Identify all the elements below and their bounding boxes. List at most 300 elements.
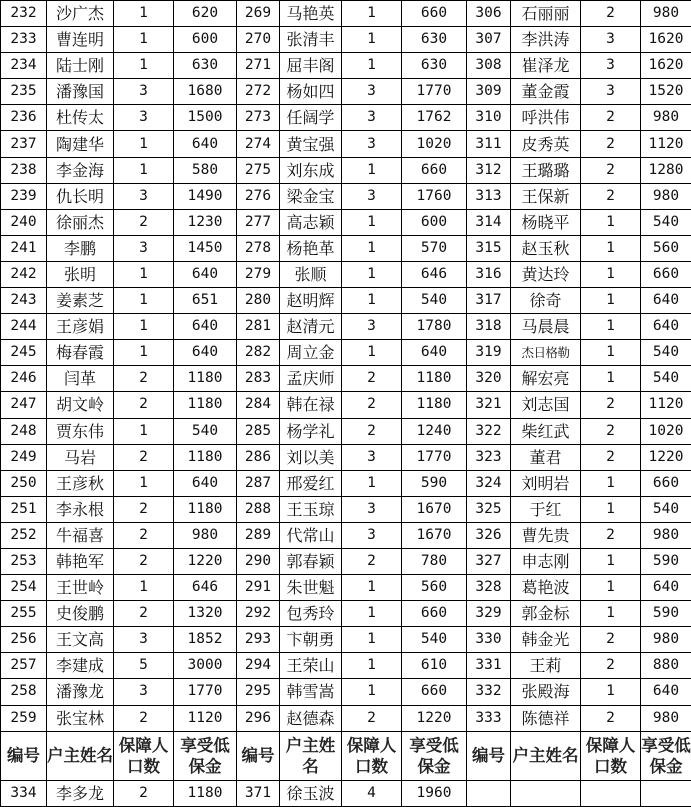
allowance-amount: 660	[402, 157, 467, 183]
record-id: 290	[237, 548, 280, 574]
record-id: 241	[1, 235, 47, 261]
people-count: 2	[114, 548, 174, 574]
allowance-amount: 1320	[174, 601, 237, 627]
table-row	[1, 366, 691, 392]
allowance-amount: 1180	[174, 392, 237, 418]
allowance-amount: 1670	[402, 522, 467, 548]
header-id: 编号	[237, 731, 280, 780]
householder-name: 代常山	[280, 522, 342, 548]
allowance-amount: 640	[641, 314, 691, 340]
householder-name: 刘以美	[280, 444, 342, 470]
people-count: 1	[581, 288, 641, 314]
householder-name: 曹先贵	[511, 522, 581, 548]
table-row	[1, 548, 691, 574]
table-row	[1, 105, 691, 131]
householder-name: 王世岭	[47, 575, 114, 601]
table-row	[1, 209, 691, 235]
people-count: 2	[581, 418, 641, 444]
householder-name: 梁金宝	[280, 183, 342, 209]
allowance-amount: 540	[174, 418, 237, 444]
header-people: 保障人口数	[342, 731, 402, 780]
allowance-amount: 1180	[402, 392, 467, 418]
record-id: 272	[237, 79, 280, 105]
allowance-amount: 540	[402, 288, 467, 314]
householder-name: 杨如四	[280, 79, 342, 105]
householder-name: 黄达玲	[511, 261, 581, 287]
record-id: 311	[467, 131, 511, 157]
allowance-amount: 980	[641, 1, 691, 27]
householder-name: 潘豫国	[47, 79, 114, 105]
people-count: 1	[114, 131, 174, 157]
people-count: 1	[114, 575, 174, 601]
people-count: 2	[581, 183, 641, 209]
householder-name: 邢爱红	[280, 470, 342, 496]
table-row	[1, 1, 691, 27]
table-row	[1, 496, 691, 522]
people-count: 3	[114, 679, 174, 705]
allowance-amount: 560	[641, 235, 691, 261]
householder-name: 董金霞	[511, 79, 581, 105]
people-count: 3	[342, 314, 402, 340]
allowance-amount: 1020	[641, 418, 691, 444]
record-id: 312	[467, 157, 511, 183]
record-id: 232	[1, 1, 47, 27]
record-id: 242	[1, 261, 47, 287]
people-count: 1	[114, 314, 174, 340]
allowance-amount: 590	[402, 470, 467, 496]
table-row	[1, 627, 691, 653]
table-row	[1, 314, 691, 340]
people-count: 1	[581, 496, 641, 522]
householder-name: 张明	[47, 261, 114, 287]
record-id: 257	[1, 653, 47, 679]
householder-name: 陈德祥	[511, 705, 581, 731]
householder-name: 徐玉波	[280, 780, 342, 806]
people-count: 1	[581, 261, 641, 287]
people-count: 3	[342, 105, 402, 131]
people-count: 2	[581, 392, 641, 418]
record-id: 287	[237, 470, 280, 496]
allowance-amount: 1020	[402, 131, 467, 157]
allowance-amount: 540	[641, 340, 691, 366]
allowance-amount: 1500	[174, 105, 237, 131]
householder-name: 史俊鹏	[47, 601, 114, 627]
householder-name: 马晨晨	[511, 314, 581, 340]
householder-name: 杜传太	[47, 105, 114, 131]
householder-name: 石丽丽	[511, 1, 581, 27]
allowance-amount: 1180	[402, 366, 467, 392]
allowance-amount: 880	[641, 653, 691, 679]
record-id: 270	[237, 27, 280, 53]
people-count: 3	[342, 444, 402, 470]
people-count: 1	[342, 575, 402, 601]
record-id: 240	[1, 209, 47, 235]
people-count: 1	[342, 470, 402, 496]
householder-name: 韩在禄	[280, 392, 342, 418]
people-count: 1	[114, 418, 174, 444]
record-id: 237	[1, 131, 47, 157]
allowance-amount: 980	[641, 183, 691, 209]
people-count: 2	[114, 366, 174, 392]
record-id: 288	[237, 496, 280, 522]
record-id: 281	[237, 314, 280, 340]
record-id: 320	[467, 366, 511, 392]
people-count: 3	[342, 79, 402, 105]
allowance-amount: 630	[174, 53, 237, 79]
record-id: 238	[1, 157, 47, 183]
header-id: 编号	[467, 731, 511, 780]
people-count: 1	[114, 470, 174, 496]
record-id: 251	[1, 496, 47, 522]
table-row	[1, 653, 691, 679]
householder-name: 梅春霞	[47, 340, 114, 366]
people-count: 3	[342, 522, 402, 548]
people-count: 1	[342, 261, 402, 287]
record-id: 324	[467, 470, 511, 496]
householder-name: 牛福喜	[47, 522, 114, 548]
allowance-amount: 640	[402, 340, 467, 366]
householder-name: 赵玉秋	[511, 235, 581, 261]
people-count: 2	[114, 705, 174, 731]
allowance-amount: 630	[402, 53, 467, 79]
householder-name: 屈丰阁	[280, 53, 342, 79]
record-id: 271	[237, 53, 280, 79]
record-id: 316	[467, 261, 511, 287]
householder-name: 杨晓平	[511, 209, 581, 235]
header-row	[1, 731, 691, 780]
householder-name: 陶建华	[47, 131, 114, 157]
record-id: 253	[1, 548, 47, 574]
householder-name: 沙广杰	[47, 1, 114, 27]
householder-name: 徐奇	[511, 288, 581, 314]
allowance-amount: 1670	[402, 496, 467, 522]
record-id: 249	[1, 444, 47, 470]
people-count: 3	[114, 627, 174, 653]
table-row	[1, 261, 691, 287]
table-row	[1, 183, 691, 209]
householder-name: 于红	[511, 496, 581, 522]
householder-name: 韩金光	[511, 627, 581, 653]
allowance-amount: 600	[174, 27, 237, 53]
people-count: 2	[114, 601, 174, 627]
header-name: 户主姓名	[47, 731, 114, 780]
householder-name: 郭春颖	[280, 548, 342, 574]
householder-name: 王莉	[511, 653, 581, 679]
people-count: 2	[581, 627, 641, 653]
record-id: 279	[237, 261, 280, 287]
people-count: 2	[114, 780, 174, 806]
people-count: 3	[114, 105, 174, 131]
householder-name: 刘明岩	[511, 470, 581, 496]
record-id: 289	[237, 522, 280, 548]
householder-name: 王保新	[511, 183, 581, 209]
record-id: 329	[467, 601, 511, 627]
people-count: 1	[342, 235, 402, 261]
allowance-amount: 1280	[641, 157, 691, 183]
allowance-amount: 580	[174, 157, 237, 183]
header-amount: 享受低保金	[174, 731, 237, 780]
table-row	[1, 679, 691, 705]
allowance-amount: 640	[174, 314, 237, 340]
allowance-amount: 1180	[174, 780, 237, 806]
allowance-amount	[641, 780, 691, 806]
table-footer-rows	[1, 780, 691, 806]
people-count: 2	[114, 496, 174, 522]
allowance-amount: 640	[174, 340, 237, 366]
people-count: 2	[581, 1, 641, 27]
people-count: 2	[342, 366, 402, 392]
table-row	[1, 601, 691, 627]
people-count: 2	[581, 131, 641, 157]
people-count: 1	[342, 288, 402, 314]
allowance-amount: 640	[174, 131, 237, 157]
allowance-amount: 640	[641, 575, 691, 601]
allowance-amount: 540	[641, 366, 691, 392]
record-id: 323	[467, 444, 511, 470]
record-id: 317	[467, 288, 511, 314]
record-id: 245	[1, 340, 47, 366]
allowance-amount: 1180	[174, 444, 237, 470]
people-count: 3	[114, 235, 174, 261]
people-count: 2	[581, 522, 641, 548]
allowance-amount: 640	[641, 288, 691, 314]
record-id: 235	[1, 79, 47, 105]
table-body	[1, 1, 691, 732]
allowance-amount: 1120	[641, 392, 691, 418]
householder-name: 李金海	[47, 157, 114, 183]
allowance-amount: 660	[402, 679, 467, 705]
people-count: 2	[581, 653, 641, 679]
householder-name: 李鹏	[47, 235, 114, 261]
header-name: 户主姓名	[511, 731, 581, 780]
people-count	[581, 780, 641, 806]
householder-name: 柴红武	[511, 418, 581, 444]
record-id: 313	[467, 183, 511, 209]
record-id: 294	[237, 653, 280, 679]
record-id: 275	[237, 157, 280, 183]
header-name: 户主姓名	[280, 731, 342, 780]
table-row	[1, 522, 691, 548]
allowance-amount: 1450	[174, 235, 237, 261]
people-count: 1	[342, 209, 402, 235]
householder-name: 朱世魁	[280, 575, 342, 601]
table-row	[1, 575, 691, 601]
allowance-amount: 660	[402, 1, 467, 27]
allowance-amount: 1490	[174, 183, 237, 209]
people-count: 1	[342, 679, 402, 705]
allowance-amount: 590	[641, 548, 691, 574]
people-count: 1	[581, 366, 641, 392]
allowance-amount: 610	[402, 653, 467, 679]
record-id: 292	[237, 601, 280, 627]
record-id: 308	[467, 53, 511, 79]
allowance-amount: 560	[402, 575, 467, 601]
allowance-amount: 660	[641, 261, 691, 287]
table-row	[1, 780, 691, 806]
record-id: 239	[1, 183, 47, 209]
record-id: 278	[237, 235, 280, 261]
householder-name: 申志刚	[511, 548, 581, 574]
people-count: 1	[342, 340, 402, 366]
householder-name: 郭金标	[511, 601, 581, 627]
record-id: 286	[237, 444, 280, 470]
allowance-amount: 1220	[641, 444, 691, 470]
allowance-amount: 1780	[402, 314, 467, 340]
record-id: 331	[467, 653, 511, 679]
table-row	[1, 235, 691, 261]
people-count: 1	[114, 157, 174, 183]
table-row	[1, 418, 691, 444]
householder-name: 董君	[511, 444, 581, 470]
people-count: 2	[114, 392, 174, 418]
record-id	[467, 780, 511, 806]
householder-name: 马岩	[47, 444, 114, 470]
record-id: 269	[237, 1, 280, 27]
allowance-amount: 570	[402, 235, 467, 261]
header-amount: 享受低保金	[402, 731, 467, 780]
householder-name: 赵清元	[280, 314, 342, 340]
record-id: 321	[467, 392, 511, 418]
allowance-amount: 600	[402, 209, 467, 235]
householder-name: 解宏亮	[511, 366, 581, 392]
people-count: 1	[581, 209, 641, 235]
allowance-amount: 3000	[174, 653, 237, 679]
allowance-amount: 1680	[174, 79, 237, 105]
allowance-amount: 640	[641, 679, 691, 705]
record-id: 258	[1, 679, 47, 705]
householder-name: 王璐璐	[511, 157, 581, 183]
people-count: 3	[114, 183, 174, 209]
record-id: 332	[467, 679, 511, 705]
people-count: 1	[114, 288, 174, 314]
record-id: 326	[467, 522, 511, 548]
householder-name: 赵明辉	[280, 288, 342, 314]
householder-name: 王彦秋	[47, 470, 114, 496]
allowance-amount: 1960	[402, 780, 467, 806]
householder-name: 潘豫龙	[47, 679, 114, 705]
allowance-amount: 1230	[174, 209, 237, 235]
header-people: 保障人口数	[114, 731, 174, 780]
people-count: 1	[114, 261, 174, 287]
people-count: 1	[342, 27, 402, 53]
householder-name: 包秀玲	[280, 601, 342, 627]
table-row	[1, 79, 691, 105]
allowance-amount: 630	[402, 27, 467, 53]
householder-name: 张清丰	[280, 27, 342, 53]
householder-name: 李多龙	[47, 780, 114, 806]
record-id: 296	[237, 705, 280, 731]
record-id: 259	[1, 705, 47, 731]
table-row	[1, 340, 691, 366]
record-id: 252	[1, 522, 47, 548]
allowance-amount: 660	[641, 470, 691, 496]
allowance-amount: 1180	[174, 366, 237, 392]
people-count: 1	[581, 340, 641, 366]
people-count: 3	[342, 183, 402, 209]
allowance-amount: 1770	[402, 79, 467, 105]
people-count: 2	[114, 444, 174, 470]
householder-name: 陆士刚	[47, 53, 114, 79]
allowance-amount: 620	[174, 1, 237, 27]
householder-name: 马艳英	[280, 1, 342, 27]
allowance-amount: 660	[402, 601, 467, 627]
allowance-amount: 540	[641, 209, 691, 235]
allowance-amount: 1762	[402, 105, 467, 131]
allowance-amount: 1120	[641, 131, 691, 157]
people-count: 1	[342, 653, 402, 679]
householder-name: 贾东伟	[47, 418, 114, 444]
table-row	[1, 131, 691, 157]
record-id: 310	[467, 105, 511, 131]
householder-name: 张宝林	[47, 705, 114, 731]
record-id: 327	[467, 548, 511, 574]
record-id: 250	[1, 470, 47, 496]
record-id: 274	[237, 131, 280, 157]
people-count: 4	[342, 780, 402, 806]
householder-name: 杰日格勒	[511, 340, 581, 366]
record-id: 285	[237, 418, 280, 444]
record-id: 236	[1, 105, 47, 131]
allowance-amount: 646	[402, 261, 467, 287]
householder-name: 胡文岭	[47, 392, 114, 418]
allowance-amount: 540	[402, 627, 467, 653]
table-row	[1, 444, 691, 470]
householder-name: 杨学礼	[280, 418, 342, 444]
allowance-amount: 1520	[641, 79, 691, 105]
householder-name: 崔泽龙	[511, 53, 581, 79]
householder-name: 高志颖	[280, 209, 342, 235]
allowance-amount: 980	[641, 627, 691, 653]
record-id: 309	[467, 79, 511, 105]
record-id: 319	[467, 340, 511, 366]
people-count: 3	[581, 53, 641, 79]
record-id: 293	[237, 627, 280, 653]
table-row	[1, 288, 691, 314]
people-count: 3	[114, 79, 174, 105]
householder-name: 王文高	[47, 627, 114, 653]
allowance-amount: 1220	[174, 548, 237, 574]
people-count: 2	[342, 548, 402, 574]
people-count: 1	[581, 548, 641, 574]
people-count: 2	[581, 105, 641, 131]
householder-name: 曹连明	[47, 27, 114, 53]
people-count: 3	[581, 79, 641, 105]
householder-name: 呼洪伟	[511, 105, 581, 131]
householder-name: 杨艳革	[280, 235, 342, 261]
householder-name: 韩雪嵩	[280, 679, 342, 705]
allowance-amount: 980	[641, 522, 691, 548]
record-id: 328	[467, 575, 511, 601]
record-id: 325	[467, 496, 511, 522]
allowance-amount: 780	[402, 548, 467, 574]
people-count: 1	[581, 601, 641, 627]
householder-name: 黄宝强	[280, 131, 342, 157]
people-count: 3	[581, 27, 641, 53]
people-count: 1	[114, 27, 174, 53]
allowance-amount: 540	[641, 496, 691, 522]
table-row	[1, 392, 691, 418]
record-id: 255	[1, 601, 47, 627]
record-id: 314	[467, 209, 511, 235]
householder-name	[511, 780, 581, 806]
record-id: 318	[467, 314, 511, 340]
record-id: 306	[467, 1, 511, 27]
householder-name: 皮秀英	[511, 131, 581, 157]
record-id: 282	[237, 340, 280, 366]
people-count: 2	[581, 705, 641, 731]
allowance-amount: 640	[174, 261, 237, 287]
allowance-amount: 980	[641, 105, 691, 131]
